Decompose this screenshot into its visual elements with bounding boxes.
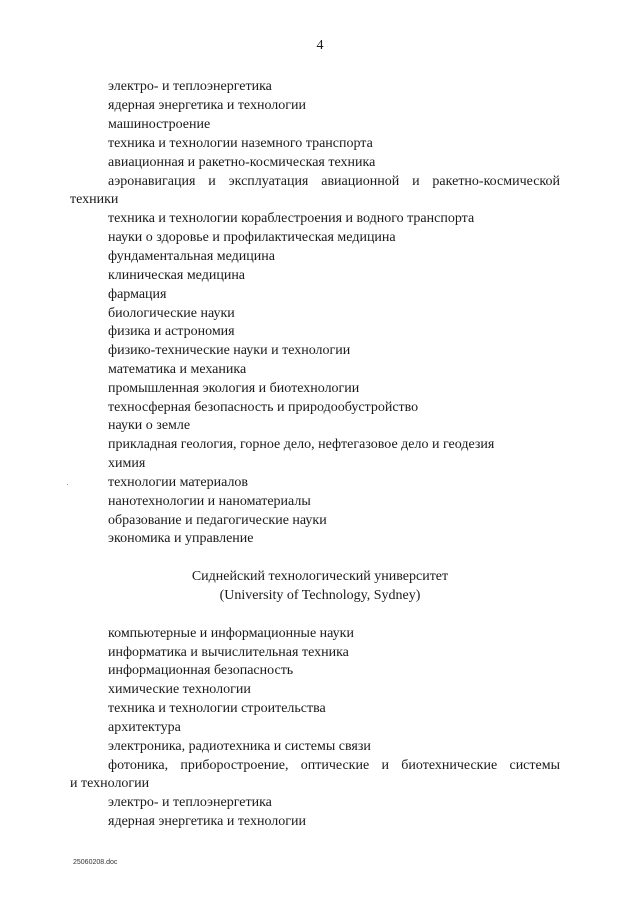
page-number: 4 [316,38,324,53]
list-item: электроника, радиотехника и системы связи [108,739,371,754]
university-name-ru: Сиднейский технологический университет [191,569,449,584]
list-item: математика и механика [108,362,247,377]
list-item: аэронавигация и эксплуатация авиационной и ракетно-космической [108,174,560,189]
list-item: биологические науки [108,306,235,321]
list-item: науки о здоровье и профилактическая медицина [108,230,396,245]
list-item: ядерная энергетика и технологии [108,814,306,829]
list-item: физико-технические науки и технологии [108,343,351,358]
list-item: компьютерные и информационные науки [108,626,354,641]
list-item: техносферная безопасность и природообустройство [108,400,419,415]
list-item: химические технологии [108,682,251,697]
list-item: клиническая медицина [108,268,246,283]
list-item: техника и технологии кораблестроения и водного транспорта [108,211,475,226]
list-item-continuation: и технологии [70,776,150,791]
list-item: физика и астрономия [108,324,235,339]
list-item: техника и технологии строительства [108,701,326,716]
list-item: техника и технологии наземного транспорта [108,136,373,151]
list-item: электро- и теплоэнергетика [108,795,272,810]
list-item-continuation: техники [70,192,119,207]
list-item: технологии материалов [108,475,249,490]
list-item: экономика и управление [108,531,254,546]
list-item: нанотехнологии и наноматериалы [108,494,311,509]
university-name-en: (University of Technology, Sydney) [219,588,421,603]
list-item: химия [108,456,146,471]
list-item: авиационная и ракетно-космическая техника [108,155,376,170]
list-item: электро- и теплоэнергетика [108,79,272,94]
list-item: науки о земле [108,418,191,433]
list-item: информатика и вычислительная техника [108,645,349,660]
list-item: информационная безопасность [108,663,294,678]
list-item: архитектура [108,720,181,735]
list-item: прикладная геология, горное дело, нефтегазовое дело и геодезия [108,437,495,452]
list-item: машиностроение [108,117,211,132]
scan-speck [67,484,68,485]
list-item: фармация [108,287,167,302]
list-item: образование и педагогические науки [108,513,327,528]
list-item: ядерная энергетика и технологии [108,98,306,113]
footer-doc-id: 25060208.doc [73,859,118,866]
list-item: фотоника, приборостроение, оптические и биотехнические системы [108,758,560,773]
list-item: промышленная экология и биотехнологии [108,381,360,396]
list-item: фундаментальная медицина [108,249,275,264]
